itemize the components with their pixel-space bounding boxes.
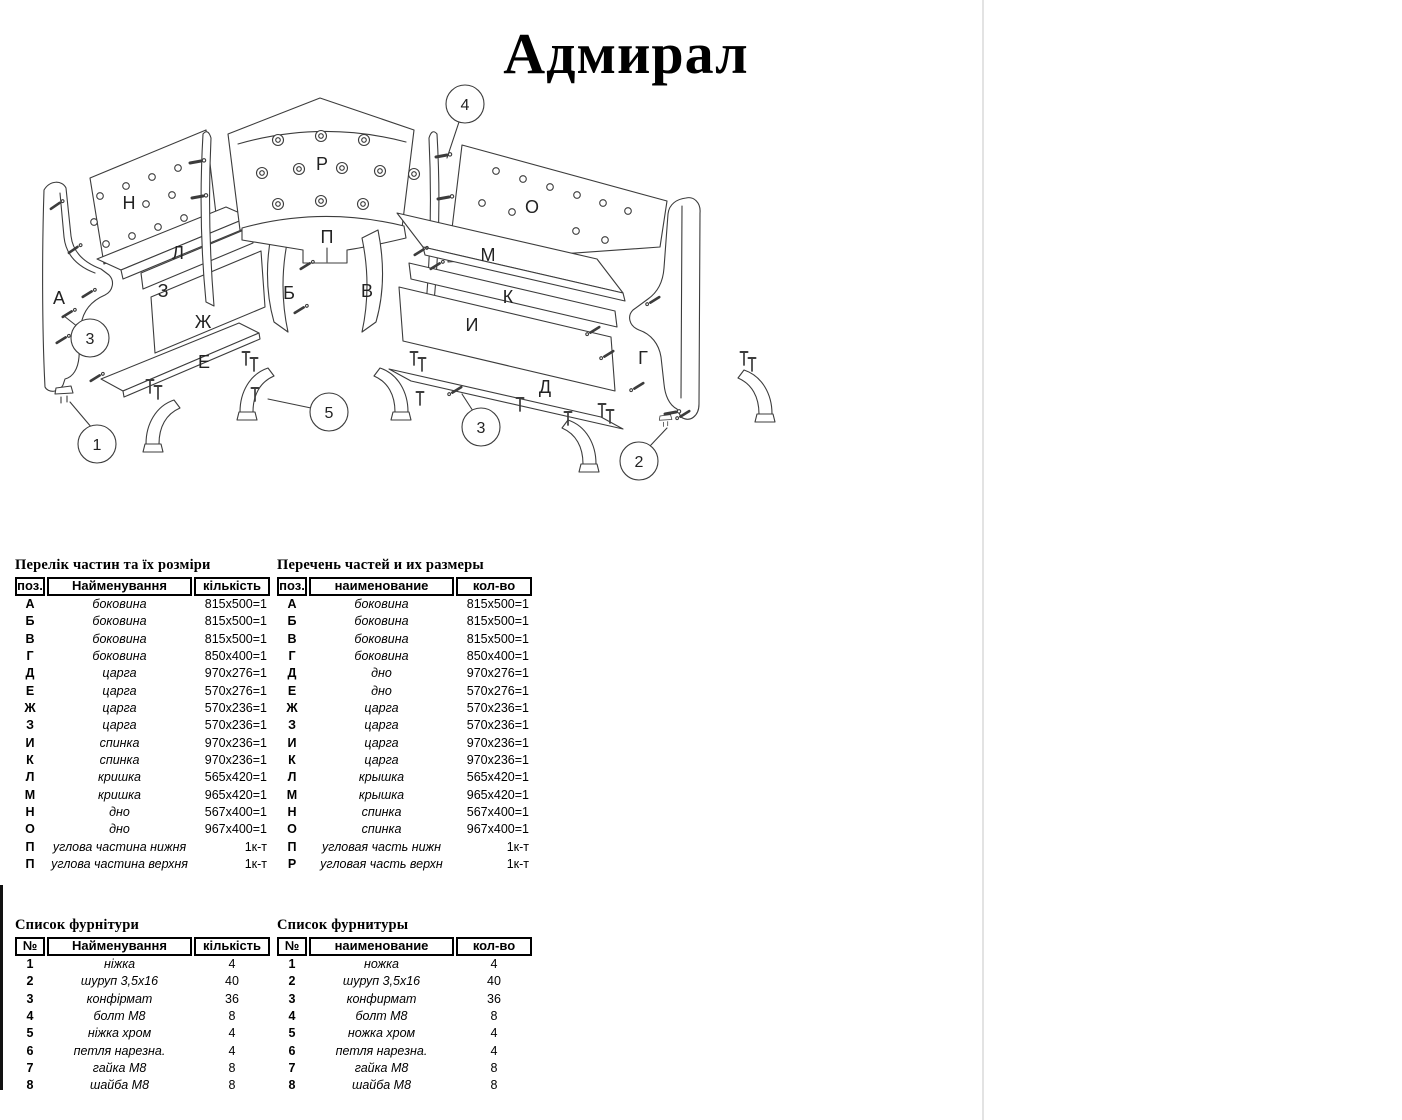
cell-name: боковина	[92, 631, 147, 646]
hardware-table-ua-rows	[15, 956, 271, 1095]
table-row	[277, 717, 533, 734]
hardware-table-ru	[277, 917, 533, 1095]
cell-name: шайба М8	[351, 1078, 412, 1093]
svg-text:3: 3	[85, 331, 95, 348]
cell-qty: 970x236=1	[204, 735, 267, 750]
cell-qty: 36	[225, 991, 239, 1006]
cell-qty: 4	[490, 957, 498, 971]
cell-qty: 4	[228, 1043, 236, 1058]
table-row	[15, 596, 271, 613]
cell-qty: 1к-т	[244, 856, 267, 871]
bolt-icon	[417, 392, 424, 405]
cell-pos: О	[287, 822, 297, 837]
cell-qty: 570x236=1	[204, 718, 267, 733]
cell-qty: 8	[228, 1078, 236, 1093]
cell-qty: 815x500=1	[204, 631, 267, 646]
table-row	[15, 973, 271, 990]
header-qty: кол-во	[456, 937, 532, 956]
cell-name: царга	[102, 700, 137, 715]
table-row	[277, 956, 533, 973]
bolt-icon	[251, 358, 258, 371]
table-row	[277, 973, 533, 990]
cell-qty: 815x500=1	[204, 597, 267, 611]
cell-name: боковина	[354, 597, 409, 611]
parts-table-ua-title: Перелік частин та їх розміри	[15, 557, 211, 573]
parts-table-ru-rows	[277, 596, 533, 873]
part-label-r: Р	[315, 154, 329, 174]
right-bench-drawing	[362, 145, 700, 429]
chrome-leg	[738, 370, 775, 422]
table-row	[277, 839, 533, 856]
parts-table-ru	[277, 557, 533, 873]
cell-pos: К	[288, 752, 296, 767]
table-row	[277, 752, 533, 769]
table-row	[15, 752, 271, 769]
leg-foot-icon	[55, 386, 73, 403]
cell-pos: Б	[287, 614, 297, 629]
cell-qty: 1к-т	[506, 856, 529, 871]
cell-name: конфірмат	[86, 991, 153, 1006]
cell-qty: 970x276=1	[466, 666, 529, 681]
part-label-e: Е	[197, 352, 211, 372]
cell-name: спинка	[361, 822, 402, 837]
cell-name: угловая часть верхн	[320, 856, 443, 871]
part-label-b: Б	[283, 283, 295, 303]
cell-pos: А	[287, 597, 297, 611]
cell-num: 2	[26, 974, 34, 989]
cell-pos: Б	[25, 614, 35, 629]
cell-qty: 565x420=1	[466, 770, 529, 785]
table-row	[277, 631, 533, 648]
cell-name: петля нарезна.	[335, 1043, 428, 1058]
cell-qty: 565x420=1	[204, 770, 267, 785]
cell-pos: Л	[287, 770, 297, 785]
svg-text:2: 2	[634, 454, 644, 471]
cell-pos: Е	[287, 683, 297, 698]
cell-pos: М	[286, 787, 298, 802]
cell-qty: 970x236=1	[466, 735, 529, 750]
cell-qty: 1к-т	[244, 839, 267, 854]
table-row	[15, 821, 271, 838]
table-row	[15, 1025, 271, 1042]
cell-pos: Н	[25, 804, 35, 819]
cell-num: 7	[26, 1060, 34, 1075]
table-row	[277, 648, 533, 665]
cell-qty: 570x236=1	[466, 700, 529, 715]
bolt-icon	[411, 352, 418, 365]
cell-num: 8	[288, 1078, 296, 1093]
cell-qty: 567x400=1	[466, 804, 529, 819]
header-name: Найменування	[47, 577, 192, 596]
cell-num: 6	[26, 1043, 34, 1058]
cell-name: боковина	[92, 597, 147, 611]
part-label-n: Н	[122, 193, 136, 213]
chrome-leg	[562, 420, 599, 472]
cell-pos: М	[24, 787, 36, 802]
cell-pos: Д	[287, 666, 297, 681]
cell-pos: П	[25, 856, 35, 871]
cell-name: царга	[364, 718, 399, 733]
cell-qty: 8	[490, 1008, 498, 1023]
cell-num: 1	[26, 957, 34, 971]
table-row	[277, 1008, 533, 1025]
cell-name: крышка	[358, 787, 405, 802]
table-row	[277, 665, 533, 682]
cell-pos: З	[26, 718, 34, 733]
parts-table-ua	[15, 557, 271, 873]
table-row	[15, 1060, 271, 1077]
cell-qty: 967x400=1	[204, 822, 267, 837]
cell-pos: Н	[287, 804, 297, 819]
cell-qty: 970x276=1	[204, 666, 267, 681]
table-row	[15, 735, 271, 752]
bolt-icon	[419, 358, 426, 371]
cell-qty: 8	[228, 1060, 236, 1075]
cell-qty: 815x500=1	[466, 614, 529, 629]
cell-qty: 4	[490, 1026, 498, 1041]
part-label-z: З	[157, 281, 169, 301]
cell-qty: 36	[487, 991, 501, 1006]
table-row	[15, 1043, 271, 1060]
cell-pos: Д	[25, 666, 35, 681]
table-row	[277, 1043, 533, 1060]
cell-name: царга	[102, 718, 137, 733]
parts-table-ru-title: Перечень частей и их размеры	[277, 557, 484, 573]
cell-num: 1	[288, 957, 296, 971]
table-row	[15, 769, 271, 786]
page-edge-line	[982, 0, 984, 1120]
cell-name: шайба М8	[89, 1078, 150, 1093]
table-row	[15, 1077, 271, 1094]
cell-pos: И	[25, 735, 35, 750]
part-label-p: П	[320, 227, 334, 247]
cell-name: шуруп 3,5х16	[80, 974, 159, 989]
cell-qty: 850x400=1	[204, 648, 267, 663]
svg-text:1: 1	[92, 437, 102, 454]
table-row	[15, 956, 271, 973]
cell-pos: В	[25, 631, 35, 646]
part-label-a: А	[52, 288, 66, 308]
table-row	[277, 596, 533, 613]
cell-qty: 8	[490, 1060, 498, 1075]
table-row	[15, 787, 271, 804]
callout-2	[620, 428, 667, 480]
cell-pos: К	[26, 752, 34, 767]
cell-name: ніжка хром	[87, 1026, 152, 1041]
table-row	[277, 787, 533, 804]
cell-name: крышка	[358, 770, 405, 785]
cell-name: болт М8	[93, 1008, 146, 1023]
hardware-table-ua-title: Список фурнітури	[15, 917, 140, 933]
table-row	[15, 804, 271, 821]
cell-name: дно	[371, 666, 392, 681]
cell-pos: П	[25, 839, 35, 854]
svg-text:3: 3	[476, 420, 486, 437]
part-label-d: Д	[538, 377, 552, 397]
cell-name: кришка	[97, 787, 142, 802]
part-label-k: К	[502, 287, 514, 307]
hardware-table-ua	[15, 917, 271, 1095]
cell-qty: 570x236=1	[466, 718, 529, 733]
cell-qty: 4	[228, 1026, 236, 1041]
table-row	[277, 856, 533, 873]
cell-name: боковина	[354, 648, 409, 663]
cell-num: 4	[26, 1008, 34, 1023]
cell-name: царга	[364, 700, 399, 715]
cell-name: ніжка	[103, 957, 136, 971]
cell-qty: 965x420=1	[466, 787, 529, 802]
cell-name: гайка М8	[92, 1060, 147, 1075]
cell-pos: Г	[288, 648, 296, 663]
svg-text:4: 4	[460, 97, 470, 114]
bolt-icon	[599, 404, 606, 417]
bolt-icon	[155, 386, 162, 399]
leg-foot-icon	[659, 415, 672, 427]
cell-name: боковина	[92, 614, 147, 629]
part-label-m: М	[480, 245, 496, 265]
svg-text:5: 5	[324, 405, 334, 422]
cell-pos: И	[287, 735, 297, 750]
bolt-icon	[243, 352, 250, 365]
cell-pos: Г	[26, 648, 34, 663]
header-qty: кількість	[194, 577, 270, 596]
hardware-table-ru-title: Список фурнитуры	[277, 917, 409, 933]
cell-pos: О	[25, 822, 35, 837]
cell-qty: 970x236=1	[466, 752, 529, 767]
cell-qty: 970x236=1	[204, 752, 267, 767]
header-name: Найменування	[47, 937, 192, 956]
table-row	[277, 700, 533, 717]
header-qty: кол-во	[456, 577, 532, 596]
dowel-icon	[438, 195, 454, 199]
hardware-table-ua-header	[15, 937, 271, 956]
bolt-icon	[749, 358, 756, 371]
cell-qty: 567x400=1	[204, 804, 267, 819]
scan-edge-mark	[0, 885, 3, 1090]
cell-qty: 4	[490, 1043, 498, 1058]
header-name: наименование	[309, 937, 454, 956]
cell-num: 3	[288, 991, 296, 1006]
table-row	[15, 717, 271, 734]
parts-table-ua-header	[15, 577, 271, 596]
header-qty: кількість	[194, 937, 270, 956]
confirmat-icon	[293, 304, 309, 313]
part-label-i: И	[465, 315, 479, 335]
assembly-diagram	[0, 0, 800, 560]
cell-qty: 967x400=1	[466, 822, 529, 837]
callout-1	[70, 402, 116, 463]
cell-num: 8	[26, 1078, 34, 1093]
cell-num: 5	[288, 1026, 296, 1041]
page-title: Адмирал	[503, 21, 749, 86]
table-row	[277, 769, 533, 786]
cell-qty: 40	[225, 974, 239, 989]
cell-qty: 40	[487, 974, 501, 989]
cell-qty: 850x400=1	[466, 648, 529, 663]
table-row	[277, 1060, 533, 1077]
table-row	[277, 821, 533, 838]
table-row	[277, 991, 533, 1008]
cell-name: дно	[109, 822, 130, 837]
cell-pos: Ж	[286, 700, 298, 715]
cell-name: царга	[364, 735, 399, 750]
cell-name: угловая часть нижн	[321, 839, 442, 854]
part-label-g: Г	[638, 348, 648, 368]
cell-qty: 570x236=1	[204, 700, 267, 715]
part-label-l: Л	[172, 243, 184, 263]
cell-qty: 1к-т	[506, 839, 529, 854]
table-row	[15, 700, 271, 717]
cell-name: кришка	[97, 770, 142, 785]
table-row	[15, 613, 271, 630]
cell-qty: 570x276=1	[204, 683, 267, 698]
cell-num: 5	[26, 1026, 34, 1041]
table-row	[15, 683, 271, 700]
table-row	[277, 1077, 533, 1094]
table-row	[15, 631, 271, 648]
cell-name: ножка хром	[347, 1026, 416, 1041]
table-row	[15, 648, 271, 665]
header-num: №	[277, 937, 307, 956]
cell-pos: П	[287, 839, 297, 854]
cell-name: петля нарезна.	[73, 1043, 166, 1058]
cell-qty: 815x500=1	[466, 631, 529, 646]
cell-qty: 570x276=1	[466, 683, 529, 698]
part-label-o: О	[524, 197, 540, 217]
cell-name: боковина	[92, 648, 147, 663]
table-row	[277, 613, 533, 630]
header-num: №	[15, 937, 45, 956]
cell-qty: 815x500=1	[204, 614, 267, 629]
cell-name: гайка М8	[354, 1060, 409, 1075]
cell-qty: 815x500=1	[466, 597, 529, 611]
cell-pos: В	[287, 631, 297, 646]
cell-num: 7	[288, 1060, 296, 1075]
table-row	[277, 683, 533, 700]
cell-name: боковина	[354, 614, 409, 629]
cell-pos: З	[288, 718, 296, 733]
table-row	[15, 665, 271, 682]
cell-name: болт М8	[355, 1008, 408, 1023]
cell-name: спинка	[361, 804, 402, 819]
cell-pos: Е	[25, 683, 35, 698]
cell-pos: Л	[25, 770, 35, 785]
cell-name: углова частина нижня	[52, 839, 187, 854]
callout-3-right	[462, 394, 500, 446]
cell-name: боковина	[354, 631, 409, 646]
cell-num: 6	[288, 1043, 296, 1058]
cell-name: спинка	[99, 752, 140, 767]
cell-qty: 4	[228, 957, 236, 971]
cell-name: спинка	[99, 735, 140, 750]
bolt-icon	[741, 352, 748, 365]
cell-num: 2	[288, 974, 296, 989]
cell-name: царга	[102, 683, 137, 698]
table-row	[15, 856, 271, 873]
part-label-zh: Ж	[194, 312, 212, 332]
chrome-leg	[143, 400, 180, 452]
cell-name: царга	[102, 666, 137, 681]
cell-name: ножка	[363, 957, 399, 971]
cell-pos: А	[25, 597, 35, 611]
table-row	[277, 1025, 533, 1042]
hardware-table-ru-header	[277, 937, 533, 956]
header-name: наименование	[309, 577, 454, 596]
cell-name: конфирмат	[346, 991, 417, 1006]
header-pos: поз.	[277, 577, 307, 596]
hardware-table-ru-rows	[277, 956, 533, 1095]
cell-pos: Ж	[24, 700, 36, 715]
confirmat-icon	[629, 383, 645, 392]
cell-name: царга	[364, 752, 399, 767]
cell-num: 3	[26, 991, 34, 1006]
cell-name: дно	[109, 804, 130, 819]
cell-pos: Р	[287, 856, 297, 871]
cell-qty: 8	[490, 1078, 498, 1093]
callout-5	[268, 393, 348, 431]
cell-name: углова частина верхня	[51, 856, 188, 871]
header-pos: поз.	[15, 577, 45, 596]
parts-table-ua-rows	[15, 596, 271, 873]
part-label-v: В	[360, 281, 374, 301]
dowel-icon	[665, 410, 681, 414]
table-row	[15, 991, 271, 1008]
table-row	[277, 735, 533, 752]
cell-num: 4	[288, 1008, 296, 1023]
table-row	[277, 804, 533, 821]
cell-qty: 965x420=1	[204, 787, 267, 802]
table-row	[15, 1008, 271, 1025]
cell-name: дно	[371, 683, 392, 698]
parts-table-ru-header	[277, 577, 533, 596]
cell-qty: 8	[228, 1008, 236, 1023]
cell-name: шуруп 3,5х16	[342, 974, 421, 989]
table-row	[15, 839, 271, 856]
